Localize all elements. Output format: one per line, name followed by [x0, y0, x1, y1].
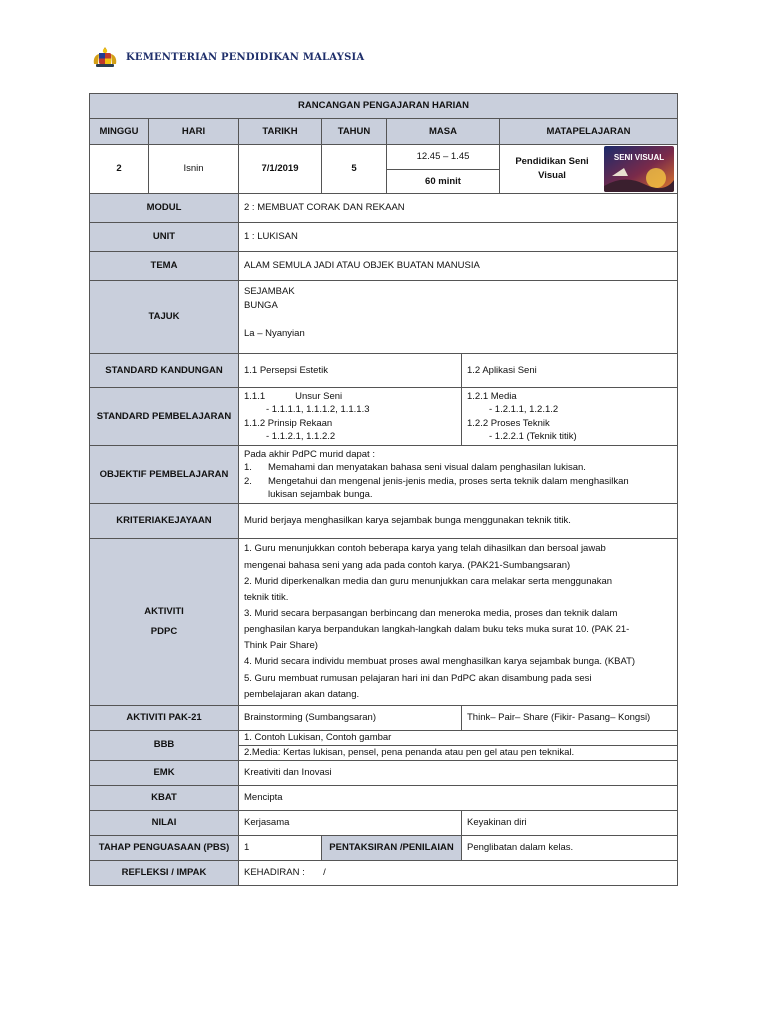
modul-value: 2 : MEMBUAT CORAK DAN REKAAN: [239, 194, 678, 223]
tema-value: ALAM SEMULA JADI ATAU OBJEK BUATAN MANUSIA: [239, 252, 678, 281]
col-tahun: TAHUN: [322, 119, 387, 145]
kriteria-value: Murid berjaya menghasilkan karya sejambak bunga menggunakan teknik titik.: [239, 504, 678, 539]
aktiviti-label: AKTIVITI PDPC: [90, 539, 239, 705]
tajuk-value: SEJAMBAK BUNGA La – Nyanyian: [239, 281, 678, 354]
bbb-label: BBB: [90, 730, 239, 760]
subject-name: Pendidikan Seni Visual: [515, 155, 589, 181]
plan-title: RANCANGAN PENGAJARAN HARIAN: [90, 94, 678, 119]
hari-value: Isnin: [149, 145, 239, 194]
col-minggu: MINGGU: [90, 119, 149, 145]
refleksi-value: KEHADIRAN : /: [239, 860, 678, 885]
nilai-left: Kerjasama: [239, 810, 462, 835]
textbook-cover-image: [604, 146, 674, 192]
objektif-label: OBJEKTIF PEMBELAJARAN: [90, 446, 239, 504]
tahap-label: TAHAP PENGUASAAN (PBS): [90, 835, 239, 860]
pak21-label: AKTIVITI PAK-21: [90, 705, 239, 730]
standard-pembelajaran-label: STANDARD PEMBELAJARAN: [90, 388, 239, 446]
emk-label: EMK: [90, 760, 239, 785]
kbat-value: Mencipta: [239, 785, 678, 810]
kriteria-label: KRITERIAKEJAYAAN: [90, 504, 239, 539]
col-matapelajaran: MATAPELAJARAN: [500, 119, 678, 145]
pentaksiran-label: PENTAKSIRAN /PENILAIAN: [322, 835, 462, 860]
unit-label: UNIT: [90, 223, 239, 252]
modul-label: MODUL: [90, 194, 239, 223]
minggu-value: 2: [90, 145, 149, 194]
nilai-right: Keyakinan diri: [462, 810, 678, 835]
kbat-label: KBAT: [90, 785, 239, 810]
malaysia-crest-icon: [90, 45, 120, 69]
objektif-value: Pada akhir PdPC murid dapat : 1. Memahami dan menyatakan bahasa seni visual dalam penghasilan lukisan. 2. Mengetahui dan mengenal jenis-jenis media, proses serta teknik dalam menghasilkan lukisan sejambak bunga.: [239, 446, 678, 504]
pentaksiran-value: Penglibatan dalam kelas.: [462, 835, 678, 860]
tarikh-value: 7/1/2019: [239, 145, 322, 194]
unit-value: 1 : LUKISAN: [239, 223, 678, 252]
standard-kandungan-label: STANDARD KANDUNGAN: [90, 354, 239, 388]
standard-pembelajaran-left: 1.1.1 Unsur Seni - 1.1.1.1, 1.1.1.2, 1.1.1.3 1.1.2 Prinsip Rekaan - 1.1.2.1, 1.1.2.2: [239, 388, 462, 446]
ministry-name: KEMENTERIAN PENDIDIKAN MALAYSIA: [126, 51, 365, 63]
refleksi-label: REFLEKSI / IMPAK: [90, 860, 239, 885]
bbb-line1: 1. Contoh Lukisan, Contoh gambar: [239, 730, 678, 745]
col-tarikh: TARIKH: [239, 119, 322, 145]
standard-kandungan-left: 1.1 Persepsi Estetik: [239, 354, 462, 388]
tahap-value: 1: [239, 835, 322, 860]
lesson-plan-table: [89, 93, 678, 886]
nilai-label: NILAI: [90, 810, 239, 835]
subject-cell: [500, 145, 678, 194]
col-masa: MASA: [387, 119, 500, 145]
tema-label: TEMA: [90, 252, 239, 281]
masa-duration: 60 minit: [387, 170, 500, 194]
svg-text:SENI VISUAL: SENI VISUAL: [613, 153, 665, 162]
masa-time: 12.45 – 1.45: [387, 145, 500, 170]
aktiviti-list: 1. Guru menunjukkan contoh beberapa karya yang telah dihasilkan dan bersoal jawab mengenai bahasa seni yang ada pada contoh karya. (PAK21-Sumbangsaran) 2. Murid diperkenalkan media dan guru menunjukkan cara melakar serta menggunakan teknik titik. 3. Murid secara berpasangan berbincang dan meneroka media, proses dan teknik dalam penghasilan karya berpandukan langkah-langkah dalam buku teks muka surat 10. (PAK 21- Think Pair Share) 4. Murid secara individu membuat proses awal menghasilkan karya sejambak bunga. (KBAT) 5. Guru membuat rumusan pelajaran hari ini dan PdPC akan disambung pada sesi pembelajaran akan datang.: [239, 539, 678, 705]
pak21-right: Think– Pair– Share (Fikir- Pasang– Kongsi): [462, 705, 678, 730]
standard-pembelajaran-right: 1.2.1 Media - 1.2.1.1, 1.2.1.2 1.2.2 Proses Teknik - 1.2.2.1 (Teknik titik): [462, 388, 678, 446]
tajuk-label: TAJUK: [90, 281, 239, 354]
bbb-line2: 2.Media: Kertas lukisan, pensel, pena penanda atau pen gel atau pen teknikal.: [239, 745, 678, 760]
emk-value: Kreativiti dan Inovasi: [239, 760, 678, 785]
pak21-left: Brainstorming (Sumbangsaran): [239, 705, 462, 730]
tahun-value: 5: [322, 145, 387, 194]
standard-kandungan-right: 1.2 Aplikasi Seni: [462, 354, 678, 388]
col-hari: HARI: [149, 119, 239, 145]
page-header: [90, 44, 364, 70]
